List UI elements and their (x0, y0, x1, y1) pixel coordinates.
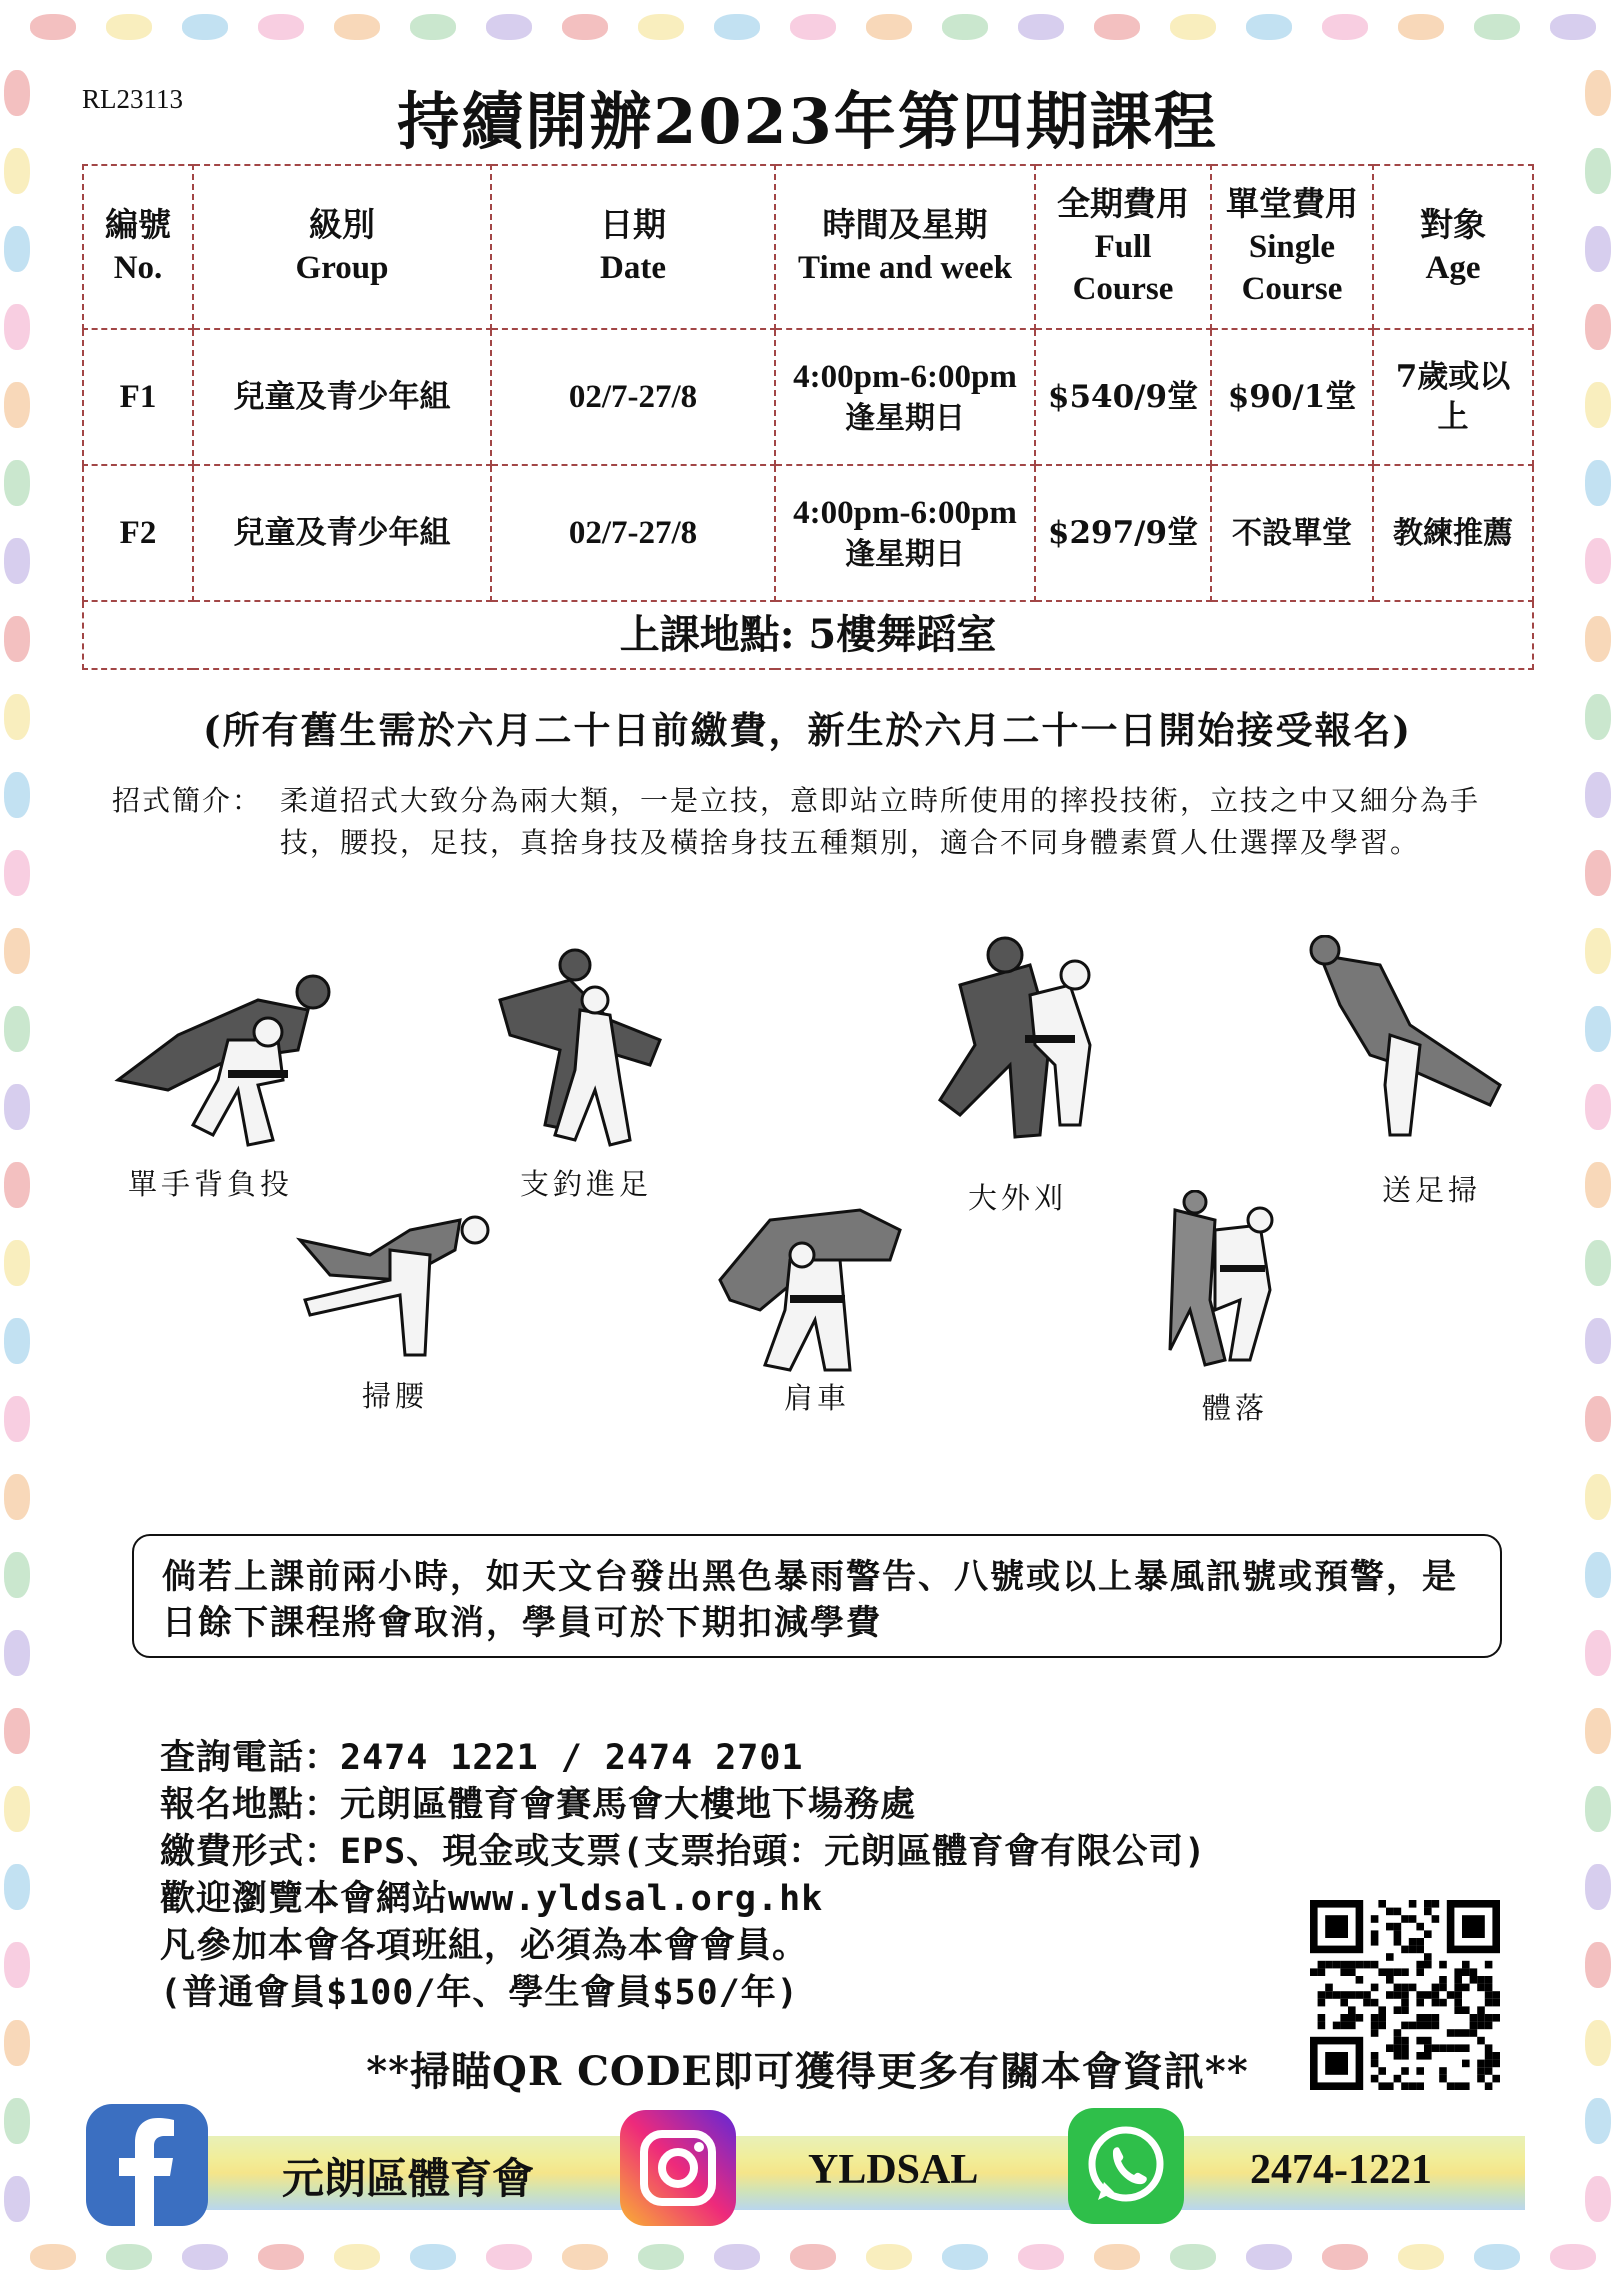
footprint-decoration (4, 1942, 30, 1988)
footprint-decoration (4, 460, 30, 506)
page-title: 持續開辦2023年第四期課程 (397, 85, 1218, 158)
judo-illustration-4 (1300, 935, 1510, 1150)
cell-single-fee: $90/1堂 (1211, 329, 1373, 465)
footprint-decoration (1094, 14, 1140, 40)
footprint-decoration (1585, 1942, 1611, 1988)
contact-website[interactable]: 歡迎瀏覽本會網站www.yldsal.org.hk (160, 1879, 824, 1919)
footprint-decoration (714, 2244, 760, 2270)
footprint-decoration (1585, 1318, 1611, 1364)
course-table (82, 164, 1534, 670)
footprint-decoration (4, 226, 30, 272)
footprint-decoration (4, 772, 30, 818)
cell-full-fee: $297/9堂 (1035, 465, 1211, 601)
footprint-decoration (486, 14, 532, 40)
footprint-decoration (4, 1864, 30, 1910)
footprint-decoration (1246, 14, 1292, 40)
footprint-decoration (1550, 2244, 1596, 2270)
cell-single-fee: 不設單堂 (1211, 465, 1373, 601)
footprint-decoration (4, 1474, 30, 1520)
footprint-decoration (1585, 538, 1611, 584)
header-date: 日期 Date (491, 165, 775, 329)
course-code: RL23113 (82, 84, 183, 114)
technique-label: 肩車 (784, 1381, 851, 1415)
contact-payment: 繳費形式：EPS、現金或支票(支票抬頭：元朗區體育會有限公司) (160, 1832, 1207, 1872)
footprint-decoration (1585, 460, 1611, 506)
footprint-decoration (790, 2244, 836, 2270)
footprint-decoration (486, 2244, 532, 2270)
footprint-decoration (4, 1240, 30, 1286)
footprint-decoration (106, 2244, 152, 2270)
footprint-decoration (334, 2244, 380, 2270)
facebook-icon[interactable] (86, 2104, 208, 2226)
footprint-decoration (334, 14, 380, 40)
footprint-decoration (410, 14, 456, 40)
footprint-decoration (4, 1708, 30, 1754)
footprint-decoration (106, 14, 152, 40)
footprint-decoration (866, 14, 912, 40)
technique-label: 送足掃 (1382, 1173, 1482, 1207)
cell-no: F1 (83, 329, 193, 465)
table-header-row (83, 165, 1533, 329)
footprint-decoration (1585, 850, 1611, 896)
footprint-decoration (1585, 1630, 1611, 1676)
footprint-decoration (1585, 772, 1611, 818)
footprint-decoration (1585, 2098, 1611, 2144)
footprint-decoration (1322, 14, 1368, 40)
whatsapp-icon[interactable] (1068, 2108, 1184, 2224)
judo-illustration-6 (710, 1200, 910, 1375)
footprint-decoration (4, 1786, 30, 1832)
footprint-decoration (1585, 226, 1611, 272)
header-age: 對象 Age (1373, 165, 1533, 329)
contact-phone: 查詢電話：2474 1221 / 2474 2701 (160, 1738, 804, 1778)
footprint-decoration (1550, 14, 1596, 40)
cell-no: F2 (83, 465, 193, 601)
footprint-decoration (1474, 2244, 1520, 2270)
instagram-icon[interactable] (620, 2110, 736, 2226)
judo-illustration-1 (108, 940, 348, 1155)
footprint-decoration (410, 2244, 456, 2270)
footprint-decoration (1018, 2244, 1064, 2270)
intro-text: 柔道招式大致分為兩大類，一是立技，意即站立時所使用的摔投技術，立技之中又細分為手技，腰投，足技，真捨身技及橫捨身技五種類別，適合不同身體素質人仕選擇及學習。 (280, 784, 1481, 859)
footprint-decoration (1585, 1084, 1611, 1130)
footprint-decoration (258, 14, 304, 40)
footprint-decoration (1585, 1474, 1611, 1520)
footprint-decoration (942, 2244, 988, 2270)
footprint-decoration (4, 850, 30, 896)
footprint-decoration (562, 14, 608, 40)
facebook-name: 元朗區體育會 (282, 2154, 535, 2203)
weather-warning-box: 倘若上課前兩小時，如天文台發出黑色暴雨警告、八號或以上暴風訊號或預警，是日餘下課程將會取消，學員可於下期扣減學費 (132, 1534, 1502, 1658)
header-time: 時間及星期 Time and week (775, 165, 1035, 329)
footprint-decoration (4, 1006, 30, 1052)
venue-text: 上課地點: 5樓舞蹈室 (83, 601, 1533, 669)
footprint-decoration (1170, 2244, 1216, 2270)
footprint-decoration (1585, 2176, 1611, 2222)
cell-time: 4:00pm-6:00pm 逢星期日 (775, 465, 1035, 601)
footprint-decoration (866, 2244, 912, 2270)
footprint-decoration (1585, 1396, 1611, 1442)
footprint-decoration (1170, 14, 1216, 40)
cell-full-fee: $540/9堂 (1035, 329, 1211, 465)
footprint-decoration (638, 2244, 684, 2270)
contact-info (160, 1735, 1206, 2017)
cell-date: 02/7-27/8 (491, 329, 775, 465)
table-row (83, 329, 1533, 465)
footprint-decoration (4, 1318, 30, 1364)
technique-label: 體落 (1202, 1391, 1269, 1425)
footprint-decoration (1094, 2244, 1140, 2270)
footprint-decoration (1585, 1162, 1611, 1208)
footprint-decoration (1398, 14, 1444, 40)
instagram-name: YLDSAL (808, 2147, 979, 2193)
footprint-decoration (4, 304, 30, 350)
footprint-decoration (4, 538, 30, 584)
contact-membership: 凡參加本會各項班組，必須為本會會員。 (160, 1926, 809, 1966)
footprint-decoration (182, 2244, 228, 2270)
footprint-decoration (1585, 1006, 1611, 1052)
technique-intro (112, 780, 1492, 864)
header-single-course: 單堂費用 Single Course (1211, 165, 1373, 329)
cell-age: 7歲或以上 (1373, 329, 1533, 465)
footprint-decoration (1585, 304, 1611, 350)
footprint-decoration (562, 2244, 608, 2270)
footprint-decoration (1585, 382, 1611, 428)
footprint-decoration (4, 616, 30, 662)
footprint-decoration (4, 1552, 30, 1598)
footprint-decoration (1018, 14, 1064, 40)
footprint-decoration (4, 1084, 30, 1130)
table-row (83, 465, 1533, 601)
cell-time: 4:00pm-6:00pm 逢星期日 (775, 329, 1035, 465)
footprint-decoration (1585, 928, 1611, 974)
footprint-decoration (638, 14, 684, 40)
judo-illustration-5 (290, 1200, 490, 1360)
judo-illustration-2 (480, 940, 680, 1150)
whatsapp-number: 2474-1221 (1250, 2147, 1432, 2193)
footprint-decoration (258, 2244, 304, 2270)
footprint-decoration (1585, 1240, 1611, 1286)
technique-label: 單手背負投 (128, 1167, 294, 1201)
footprint-decoration (4, 1162, 30, 1208)
footprint-decoration (942, 14, 988, 40)
footprint-decoration (1585, 616, 1611, 662)
footprint-decoration (1246, 2244, 1292, 2270)
technique-label: 掃腰 (362, 1379, 429, 1413)
footprint-decoration (714, 14, 760, 40)
cell-group: 兒童及青少年組 (193, 465, 491, 601)
footprint-decoration (1585, 1708, 1611, 1754)
footprint-decoration (1585, 1552, 1611, 1598)
footprint-decoration (790, 14, 836, 40)
footprint-decoration (1585, 1864, 1611, 1910)
footprint-decoration (4, 2098, 30, 2144)
header-group: 級別 Group (193, 165, 491, 329)
venue-row (83, 601, 1533, 669)
footprint-decoration (30, 14, 76, 40)
cell-age: 教練推薦 (1373, 465, 1533, 601)
cell-date: 02/7-27/8 (491, 465, 775, 601)
header-no: 編號 No. (83, 165, 193, 329)
judo-illustration-3 (920, 925, 1120, 1155)
judo-illustration-7 (1160, 1190, 1290, 1370)
footprint-decoration (1474, 14, 1520, 40)
header-full-course: 全期費用 Full Course (1035, 165, 1211, 329)
technique-label: 大外刈 (968, 1181, 1068, 1215)
footprint-decoration (4, 2176, 30, 2222)
footprint-decoration (1398, 2244, 1444, 2270)
footprint-decoration (4, 382, 30, 428)
contact-fees: (普通會員$100/年、學生會員$50/年) (160, 1973, 799, 2013)
intro-label: 招式簡介： (112, 784, 263, 817)
footprint-decoration (4, 1396, 30, 1442)
footprint-decoration (1322, 2244, 1368, 2270)
footprint-decoration (1585, 1786, 1611, 1832)
registration-notice: (所有舊生需於六月二十日前繳費，新生於六月二十一日開始接受報名) (202, 708, 1412, 752)
footprint-decoration (4, 928, 30, 974)
footprint-decoration (30, 2244, 76, 2270)
footprint-decoration (4, 1630, 30, 1676)
qr-caption: **掃瞄QR CODE即可獲得更多有關本會資訊** (366, 2048, 1249, 2095)
cell-group: 兒童及青少年組 (193, 329, 491, 465)
contact-venue: 報名地點：元朗區體育會賽馬會大樓地下場務處 (160, 1785, 917, 1825)
footprint-decoration (182, 14, 228, 40)
technique-label: 支釣進足 (520, 1167, 653, 1201)
